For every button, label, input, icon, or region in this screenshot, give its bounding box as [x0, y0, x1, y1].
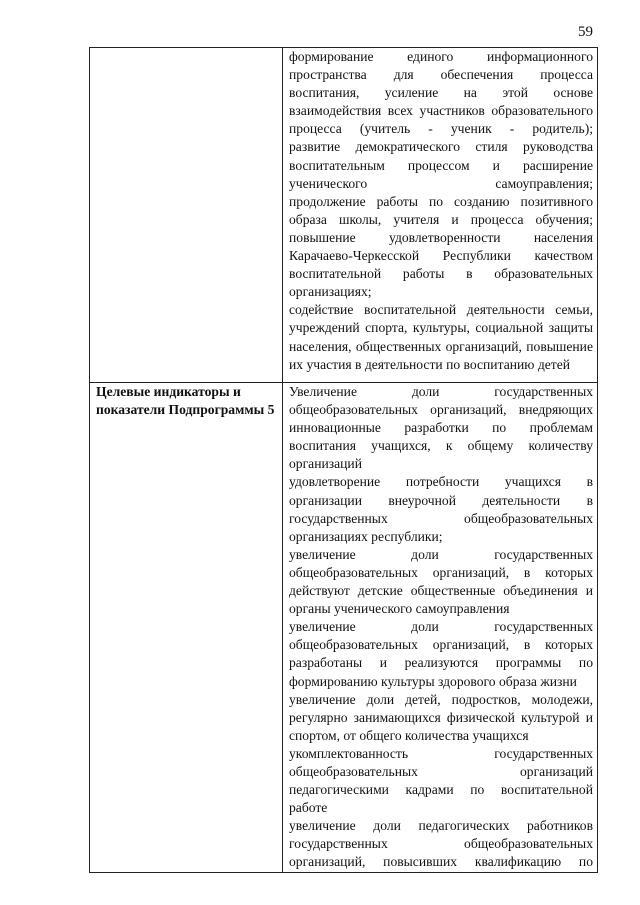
table-row — [90, 48, 598, 383]
paragraph: увеличение доли детей, подростков, молодежи, регулярно занимающихся физической культурой и спортом, от общего количества учащихся — [289, 691, 593, 743]
paragraph: увеличение доли государственных общеобразовательных организаций, в которых действуют детские общественные объединения и органы ученического самоуправления — [289, 546, 593, 617]
page-number: 59 — [578, 24, 593, 40]
paragraph: развитие демократического стиля руководства воспитательным процессом и расширение ученического самоуправления; — [289, 139, 593, 191]
paragraph: удовлетворение потребности учащихся в организации внеурочной деятельности в государственных общеобразовательных организациях республики; — [289, 474, 593, 544]
paragraph: укомплектованность государственных общеобразовательных организаций педагогическими кадрами по воспитательной работе — [289, 745, 593, 816]
row-label-cell — [90, 48, 283, 383]
table-row — [90, 383, 598, 873]
paragraph: содействие воспитательной деятельности семьи, учреждений спорта, культуры, социальной защиты населения, общественных организаций, повышение их участия в деятельности по воспитанию детей — [289, 302, 593, 372]
subprogram-table — [89, 47, 598, 873]
paragraph: продолжение работы по созданию позитивного образа школы, учителя и процесса обучения; повышение удовлетворенности населения Карачаево-Черкесской Республики качеством воспитательной работы в образовательных организациях; — [289, 193, 593, 300]
row-content-cell — [283, 48, 598, 383]
paragraph: увеличение доли государственных общеобразовательных организаций, в которых разработаны и реализуются программы по формированию культуры здорового образа жизни — [289, 619, 593, 689]
paragraph: увеличение доли педагогических работников государственных общеобразовательных организаций, повысивших квалификацию по — [289, 818, 593, 870]
row-label-cell: Целевые индикаторы и показатели Подпрограммы 5 — [90, 383, 283, 873]
paragraph: формирование единого информационного пространства для обеспечения процесса воспитания, усиление на этой основе взаимодействия всех участников образовательного процесса (учитель - ученик - родитель); — [289, 49, 593, 137]
row-content-cell — [283, 383, 598, 873]
paragraph: Увеличение доли государственных общеобразовательных организаций, внедряющих инновационные разработки по проблемам воспитания учащихся, к общему количеству организаций — [289, 384, 593, 472]
